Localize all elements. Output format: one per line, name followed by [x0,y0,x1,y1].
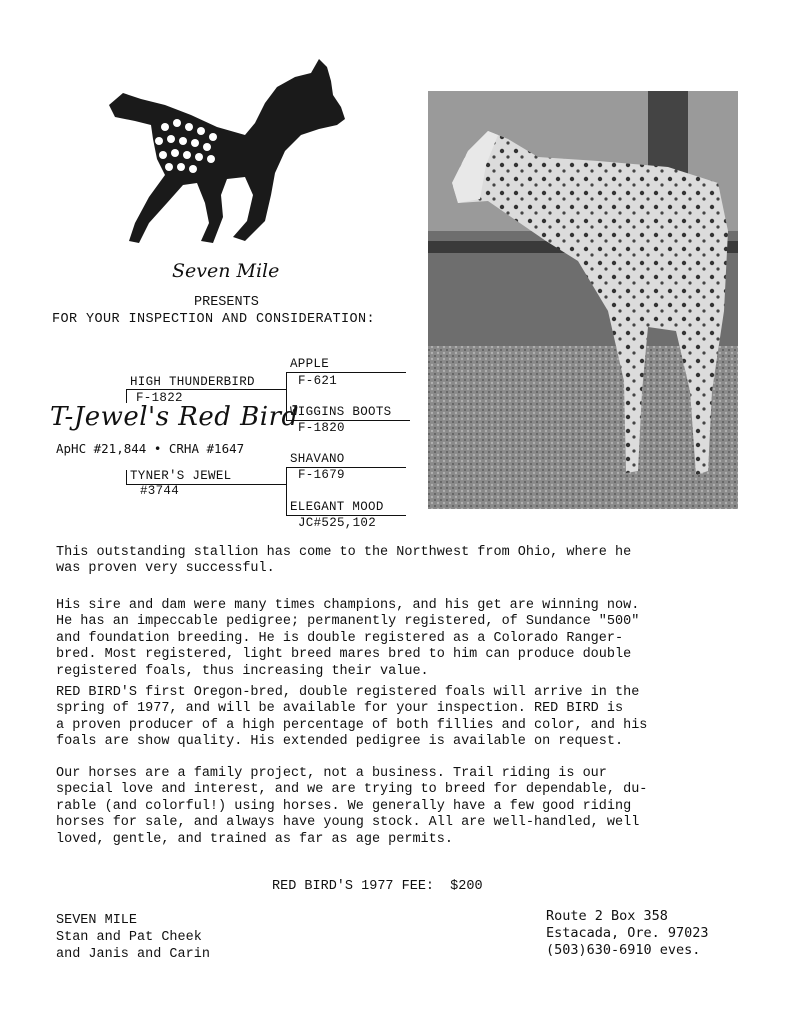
consideration-text: FOR YOUR INSPECTION AND CONSIDERATION: [52,312,376,327]
farm-name-logo-text: Seven Mile [172,260,280,282]
sire-sire-number: F-621 [298,374,338,388]
paragraph-2: His sire and dam were many times champions, and his get are winning now. He has an impeccable pedigree; permanently registered, of Sundance "500" and foundation breeding. He is double registered as a Colorado Ranger- bred. Most registered, light breed mares bred to him can produce double registered foals, thus increasing their value. [56,598,640,679]
contact-owners: Stan and Pat Cheek [56,930,202,945]
dam-dam-name: ELEGANT MOOD [290,500,384,514]
sire-dam-number: F-1820 [298,421,345,435]
sire-number: F-1822 [136,391,183,405]
dam-sire-name: SHAVANO [290,452,345,466]
dam-dam-number: JC#525,102 [298,516,377,530]
contact-route: Route 2 Box 358 [546,908,668,924]
dam-sire-number: F-1679 [298,468,345,482]
paragraph-4: Our horses are a family project, not a business. Trail riding is our special love and interest, and we are trying to breed for dependable, du- rable (and colorful!) using horses. We generally have a few good riding horses for sale, and always have young stock. All are well-handled, well loved, gentle, and trained as far as age permits. [56,766,648,847]
fee-amount: $200 [450,879,483,894]
contact-family: and Janis and Carin [56,947,210,962]
pedigree-line [286,467,287,515]
contact-city: Estacada, Ore. 97023 [546,925,709,941]
contact-farm-name: SEVEN MILE [56,913,138,928]
pedigree-line [126,389,286,390]
contact-phone: (503)630-6910 eves. [546,942,701,958]
presents-text: PRESENTS [194,295,259,310]
paragraph-3: RED BIRD'S first Oregon-bred, double registered foals will arrive in the spring of 1977, and will be available for your inspection. RED BIRD is a proven producer of a high percentage of both fillies and color, and his foals are show quality. His extended pedigree is available on request. [56,685,648,750]
stallion-photo [428,91,738,509]
sire-name: HIGH THUNDERBIRD [130,375,255,389]
sire-dam-name: WIGGINS BOOTS [290,405,392,419]
dam-number: #3744 [140,484,180,498]
pedigree-line [126,470,127,484]
pedigree-line [286,372,406,373]
sire-sire-name: APPLE [290,357,330,371]
appaloosa-horse-silhouette-icon [105,55,355,250]
contact-left [56,912,210,963]
fee-label: RED BIRD'S 1977 FEE: [272,879,435,894]
horse-name-title: T-Jewel's Red Bird [50,402,299,432]
contact-right [546,908,709,959]
registration-numbers: ApHC #21,844 • CRHA #1647 [56,441,245,456]
pedigree-line [126,389,127,403]
dam-name: TYNER'S JEWEL [130,469,232,483]
fee-line [272,879,483,894]
paragraph-1: This outstanding stallion has come to the Northwest from Ohio, where he was proven very successful. [56,545,632,577]
